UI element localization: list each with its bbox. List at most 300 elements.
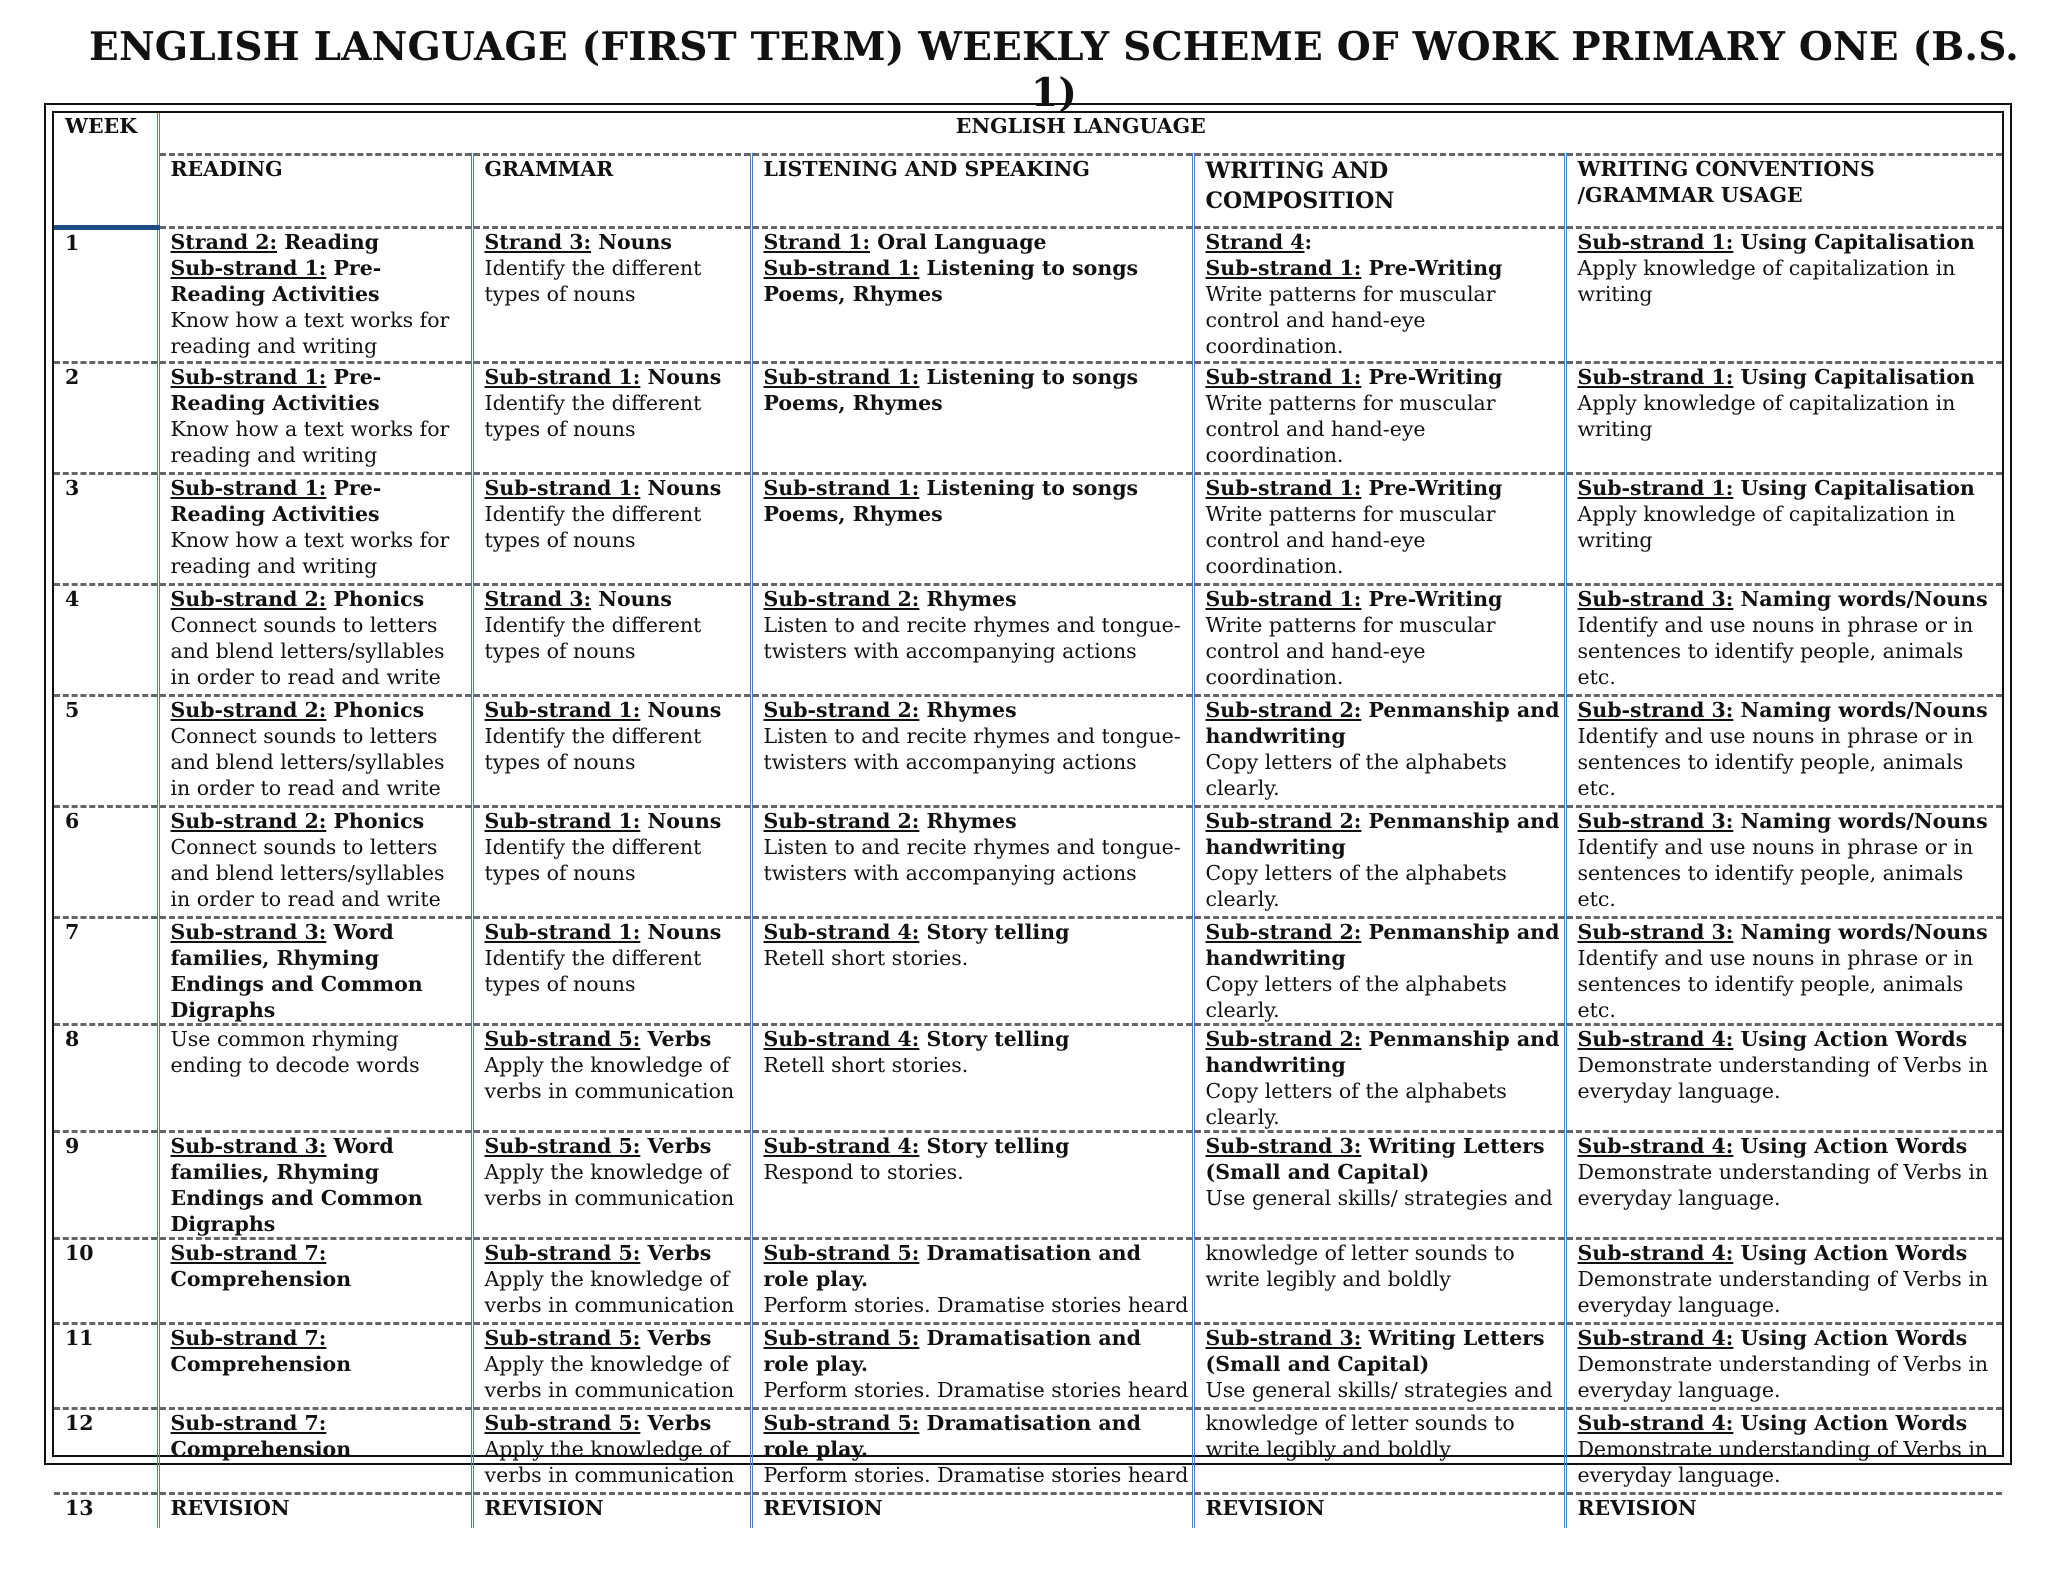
cell-heading [171, 255, 471, 307]
column-header-listening-speaking: LISTENING AND SPEAKING [751, 155, 1193, 228]
cell-reading [158, 1494, 472, 1529]
cell-heading [485, 364, 750, 390]
cell-conventions [1565, 918, 2002, 1025]
strand-label: Sub-strand 4: [1577, 1241, 1734, 1265]
strand-title: Using Action Words [1733, 1134, 1968, 1158]
strand-title: Phonics [326, 809, 425, 833]
week-number: 1 [54, 228, 158, 363]
week-number: 13 [54, 1494, 158, 1529]
cell-conventions [1565, 228, 2002, 363]
strand-title: Pre-Reading Activities [170, 365, 382, 415]
strand-title: Writing Letters (Small and Capital) [1205, 1326, 1545, 1376]
strand-title: Story telling [919, 1134, 1070, 1158]
cell-heading [1578, 1026, 2003, 1052]
cell-heading [485, 1133, 750, 1159]
cell-heading [485, 1410, 750, 1436]
cell-description: knowledge of letter sounds to write legibly and boldly [1205, 1411, 1515, 1461]
strand-title: Writing Letters (Small and Capital) [1205, 1134, 1545, 1184]
cell-heading [1578, 475, 2003, 501]
cell-heading [485, 1026, 750, 1052]
strand-label: Sub-strand 5: [484, 1326, 641, 1350]
cell-writing [1193, 1409, 1565, 1494]
strand-title: Reading [277, 230, 379, 254]
strand-label: Sub-strand 2: [1205, 698, 1362, 722]
strand-label: Sub-strand 1: [763, 256, 920, 280]
cell-heading [485, 1325, 750, 1351]
cell-conventions [1565, 1324, 2002, 1409]
cell-heading [764, 364, 1192, 416]
cell-reading [158, 918, 472, 1025]
strand-label: Sub-strand 1: [1205, 365, 1362, 389]
strand-title: Using Action Words [1733, 1241, 1968, 1265]
cell-description: Apply the knowledge of verbs in communication [484, 1160, 735, 1210]
cell-writing [1193, 807, 1565, 918]
cell-description: Copy letters of the alphabets clearly. [1205, 972, 1507, 1022]
cell-grammar [472, 1239, 751, 1324]
cell-listening [751, 918, 1193, 1025]
cell-heading [1206, 475, 1564, 501]
cell-heading [764, 808, 1192, 834]
strand-label: Sub-strand 2: [170, 698, 327, 722]
cell-description: Know how a text works for reading and writing [170, 308, 450, 358]
strand-label: Sub-strand 1: [763, 476, 920, 500]
strand-title: Nouns [591, 587, 672, 611]
table-row [54, 1494, 2002, 1529]
cell-heading [1206, 586, 1564, 612]
strand-label: Sub-strand 1: [484, 809, 641, 833]
strand-title: REVISION [170, 1496, 290, 1520]
strand-title: Story telling [919, 1027, 1070, 1051]
strand-title: Using Action Words [1733, 1326, 1968, 1350]
cell-heading [1206, 1495, 1564, 1521]
cell-description: Use general skills/ strategies and [1205, 1186, 1553, 1210]
strand-title: Verbs [640, 1027, 712, 1051]
cell-description: Listen to and recite rhymes and tongue-twisters with accompanying actions [763, 724, 1181, 774]
strand-title: Pre-Writing [1361, 365, 1503, 389]
strand-title: Nouns [640, 476, 722, 500]
cell-description: Retell short stories. [763, 1053, 969, 1077]
cell-description: Identify and use nouns in phrase or in sentences to identify people, animals etc. [1577, 946, 1974, 1022]
table-row [54, 228, 2002, 363]
cell-description: Demonstrate understanding of Verbs in everyday language. [1577, 1160, 1989, 1210]
cell-listening [751, 585, 1193, 696]
strand-label: Sub-strand 1: [484, 698, 641, 722]
strand-label: Sub-strand 4: [1577, 1134, 1734, 1158]
cell-description: Demonstrate understanding of Verbs in everyday language. [1577, 1053, 1989, 1103]
cell-heading [764, 1026, 1192, 1052]
cell-reading [158, 807, 472, 918]
strand-title: Nouns [591, 230, 672, 254]
strand-label: Sub-strand 7: [170, 1241, 327, 1265]
cell-heading [485, 919, 750, 945]
cell-conventions [1565, 585, 2002, 696]
week-header: WEEK [54, 113, 158, 228]
week-number: 2 [54, 363, 158, 474]
cell-heading [1206, 1133, 1564, 1185]
cell-writing [1193, 1239, 1565, 1324]
strand-label: Strand 4 [1205, 230, 1305, 254]
strand-title: Word families, Rhyming Endings and Common Digraphs [170, 920, 423, 1022]
strand-title: Naming words/Nouns [1733, 698, 1988, 722]
cell-heading [171, 1410, 471, 1462]
column-header-reading: READING [158, 155, 472, 228]
strand-title: REVISION [484, 1496, 604, 1520]
cell-description: Know how a text works for reading and writing [170, 417, 450, 467]
strand-title: Using Capitalisation [1733, 365, 1975, 389]
cell-description: Listen to and recite rhymes and tongue-twisters with accompanying actions [763, 835, 1181, 885]
strand-title: Pre-Reading Activities [170, 256, 382, 306]
table-row [54, 807, 2002, 918]
strand-label: Sub-strand 2: [170, 587, 327, 611]
week-number: 3 [54, 474, 158, 585]
week-number: 7 [54, 918, 158, 1025]
strand-label: Sub-strand 1: [484, 920, 641, 944]
cell-reading [158, 1025, 472, 1132]
strand-label: Sub-strand 2: [1205, 1027, 1362, 1051]
scheme-of-work-table [54, 113, 2002, 1528]
cell-description: Apply knowledge of capitalization in writing [1577, 391, 1956, 441]
cell-description: Connect sounds to letters and blend letters/syllables in order to read and write [170, 835, 445, 911]
cell-heading [764, 1133, 1192, 1159]
cell-description: Demonstrate understanding of Verbs in everyday language. [1577, 1267, 1989, 1317]
strand-title: Comprehension [170, 1352, 352, 1376]
strand-title: Nouns [640, 809, 722, 833]
strand-title: Naming words/Nouns [1733, 920, 1988, 944]
strand-title: REVISION [1577, 1496, 1697, 1520]
strand-title: Dramatisation and role play. [763, 1241, 1141, 1291]
cell-heading [485, 1240, 750, 1266]
strand-title: Phonics [326, 698, 425, 722]
cell-reading [158, 696, 472, 807]
document-title: ENGLISH LANGUAGE (FIRST TERM) WEEKLY SCHEME OF WORK PRIMARY ONE (B.S. 1) [89, 24, 2019, 116]
table-row [54, 1025, 2002, 1132]
week-number: 10 [54, 1239, 158, 1324]
strand-title: Verbs [640, 1134, 712, 1158]
subject-header: ENGLISH LANGUAGE [158, 113, 2002, 155]
strand-title: Using Action Words [1733, 1411, 1968, 1435]
cell-description: Write patterns for muscular control and hand-eye coordination. [1205, 613, 1496, 689]
cell-writing [1193, 228, 1565, 363]
cell-heading [1578, 697, 2003, 723]
cell-description: Copy letters of the alphabets clearly. [1205, 750, 1507, 800]
cell-description: Perform stories. Dramatise stories heard [763, 1463, 1189, 1487]
strand-label: Sub-strand 5: [484, 1241, 641, 1265]
strand-label: Sub-strand 3: [1577, 587, 1734, 611]
table-row [54, 1132, 2002, 1239]
strand-label: Sub-strand 1: [170, 365, 327, 389]
strand-title: Rhymes [919, 587, 1017, 611]
cell-heading [764, 919, 1192, 945]
cell-heading [764, 255, 1192, 307]
cell-reading [158, 1409, 472, 1494]
cell-heading [485, 1495, 750, 1521]
strand-title: Pre-Writing [1361, 256, 1503, 280]
strand-title: Dramatisation and role play. [763, 1326, 1141, 1376]
cell-description: Connect sounds to letters and blend letters/syllables in order to read and write [170, 724, 445, 800]
cell-listening [751, 807, 1193, 918]
cell-heading [1578, 1410, 2003, 1436]
cell-conventions [1565, 696, 2002, 807]
column-header-writing-composition: WRITING AND COMPOSITION [1193, 155, 1565, 228]
cell-writing [1193, 696, 1565, 807]
cell-description: Identify and use nouns in phrase or in sentences to identify people, animals etc. [1577, 613, 1974, 689]
strand-title: Nouns [640, 698, 722, 722]
cell-heading [171, 586, 471, 612]
cell-heading [485, 229, 750, 255]
strand-label: Sub-strand 3: [170, 920, 327, 944]
cell-listening [751, 1025, 1193, 1132]
cell-heading [764, 229, 1192, 255]
cell-reading [158, 228, 472, 363]
strand-label: Sub-strand 1: [1577, 365, 1734, 389]
cell-listening [751, 1494, 1193, 1529]
strand-label: Sub-strand 7: [170, 1411, 327, 1435]
cell-heading [764, 586, 1192, 612]
cell-description: Identify the different types of nouns [484, 835, 702, 885]
strand-label: Sub-strand 4: [1577, 1027, 1734, 1051]
cell-reading [158, 1239, 472, 1324]
cell-description: Copy letters of the alphabets clearly. [1205, 1079, 1507, 1129]
cell-heading [1206, 364, 1564, 390]
scheme-table-inner-border [52, 111, 2004, 1520]
cell-grammar [472, 1132, 751, 1239]
strand-title: Listening to songs Poems, Rhymes [763, 476, 1139, 526]
table-row [54, 918, 2002, 1025]
table-row [54, 474, 2002, 585]
strand-title: Naming words/Nouns [1733, 809, 1988, 833]
cell-writing [1193, 1494, 1565, 1529]
strand-title: Oral Language [870, 230, 1047, 254]
strand-title: Using Action Words [1733, 1027, 1968, 1051]
cell-writing [1193, 1025, 1565, 1132]
strand-label: Sub-strand 3: [1205, 1134, 1362, 1158]
strand-label: Sub-strand 2: [170, 809, 327, 833]
cell-heading [1206, 1325, 1564, 1377]
cell-reading [158, 1132, 472, 1239]
cell-conventions [1565, 807, 2002, 918]
cell-heading [171, 919, 471, 1023]
strand-label: Sub-strand 2: [763, 809, 920, 833]
cell-listening [751, 696, 1193, 807]
strand-label: Sub-strand 5: [763, 1411, 920, 1435]
strand-title: Listening to songs Poems, Rhymes [763, 365, 1139, 415]
cell-writing [1193, 1132, 1565, 1239]
cell-description: Identify the different types of nouns [484, 256, 702, 306]
column-header-writing-conventions: WRITING CONVENTIONS /GRAMMAR USAGE [1565, 155, 2002, 228]
table-row [54, 363, 2002, 474]
cell-listening [751, 474, 1193, 585]
cell-conventions [1565, 1494, 2002, 1529]
strand-label: Strand 3: [484, 230, 592, 254]
cell-heading [485, 586, 750, 612]
strand-title: Using Capitalisation [1733, 476, 1975, 500]
table-row [54, 1409, 2002, 1494]
cell-description: knowledge of letter sounds to write legibly and boldly [1205, 1241, 1515, 1291]
strand-title: Penmanship and handwriting [1205, 920, 1560, 970]
strand-title: Verbs [640, 1241, 712, 1265]
cell-grammar [472, 807, 751, 918]
table-row [54, 696, 2002, 807]
strand-label: Strand 1: [763, 230, 871, 254]
cell-listening [751, 1132, 1193, 1239]
cell-grammar [472, 696, 751, 807]
strand-label: Sub-strand 2: [1205, 809, 1362, 833]
strand-label: Sub-strand 5: [484, 1027, 641, 1051]
cell-description: Identify and use nouns in phrase or in sentences to identify people, animals etc. [1577, 724, 1974, 800]
scheme-table-frame [44, 103, 2012, 1520]
cell-grammar [472, 585, 751, 696]
cell-conventions [1565, 363, 2002, 474]
strand-title: REVISION [1205, 1496, 1325, 1520]
cell-listening [751, 363, 1193, 474]
cell-writing [1193, 363, 1565, 474]
strand-label: Sub-strand 1: [170, 256, 327, 280]
cell-heading [1578, 229, 2003, 255]
cell-description: Identify the different types of nouns [484, 613, 702, 663]
strand-title: Pre-Writing [1361, 587, 1503, 611]
strand-title: Penmanship and handwriting [1205, 809, 1560, 859]
strand-title: Comprehension [170, 1267, 352, 1291]
week-number: 6 [54, 807, 158, 918]
strand-title: Pre-Reading Activities [170, 476, 382, 526]
strand-label: Strand 3: [484, 587, 592, 611]
strand-title: Rhymes [919, 698, 1017, 722]
strand-title: Nouns [640, 920, 722, 944]
cell-grammar [472, 1324, 751, 1409]
cell-heading [171, 697, 471, 723]
cell-grammar [472, 1409, 751, 1494]
strand-label: Sub-strand 4: [763, 1027, 920, 1051]
strand-label: Sub-strand 2: [1205, 920, 1362, 944]
cell-heading [1206, 1026, 1564, 1078]
cell-description: Identify the different types of nouns [484, 502, 702, 552]
cell-description: Demonstrate understanding of Verbs in everyday language. [1577, 1437, 1989, 1487]
strand-label: Sub-strand 4: [763, 1134, 920, 1158]
cell-description: Listen to and recite rhymes and tongue-twisters with accompanying actions [763, 613, 1181, 663]
scheme-table-body [54, 228, 2002, 1529]
cell-heading [485, 475, 750, 501]
cell-heading [764, 475, 1192, 527]
strand-label: Sub-strand 4: [1577, 1411, 1734, 1435]
cell-conventions [1565, 1025, 2002, 1132]
cell-heading [171, 1325, 471, 1377]
strand-title: REVISION [763, 1496, 883, 1520]
strand-label: Sub-strand 4: [763, 920, 920, 944]
cell-heading [171, 1133, 471, 1237]
strand-title: Story telling [919, 920, 1070, 944]
cell-description: Copy letters of the alphabets clearly. [1205, 861, 1507, 911]
cell-writing [1193, 585, 1565, 696]
cell-heading [1206, 697, 1564, 749]
cell-description: Demonstrate understanding of Verbs in everyday language. [1577, 1352, 1989, 1402]
week-number: 9 [54, 1132, 158, 1239]
cell-description: Apply the knowledge of verbs in communication [484, 1352, 735, 1402]
cell-heading [171, 808, 471, 834]
cell-heading [1206, 919, 1564, 971]
cell-grammar [472, 918, 751, 1025]
header-row-columns [54, 155, 2002, 228]
cell-description: Use general skills/ strategies and [1205, 1378, 1553, 1402]
cell-listening [751, 1239, 1193, 1324]
week-number: 12 [54, 1409, 158, 1494]
strand-label: Sub-strand 4: [1577, 1326, 1734, 1350]
strand-label: Sub-strand 1: [1205, 256, 1362, 280]
strand-label: Sub-strand 2: [763, 587, 920, 611]
week-number: 5 [54, 696, 158, 807]
cell-grammar [472, 1025, 751, 1132]
cell-heading [1578, 808, 2003, 834]
strand-title: Rhymes [919, 809, 1017, 833]
cell-heading [171, 1240, 471, 1292]
strand-label: Sub-strand 1: [1577, 476, 1734, 500]
cell-heading [1578, 1325, 2003, 1351]
cell-description: Respond to stories. [763, 1160, 964, 1184]
strand-label: Sub-strand 5: [763, 1326, 920, 1350]
strand-label: Sub-strand 3: [1577, 809, 1734, 833]
cell-description: Apply knowledge of capitalization in writing [1577, 256, 1956, 306]
cell-writing [1193, 474, 1565, 585]
strand-label: Sub-strand 5: [763, 1241, 920, 1265]
cell-description: Write patterns for muscular control and hand-eye coordination. [1205, 502, 1496, 578]
cell-heading [764, 1410, 1192, 1462]
strand-title: Penmanship and handwriting [1205, 698, 1560, 748]
cell-description: Use common rhyming ending to decode words [170, 1027, 420, 1077]
strand-label: Sub-strand 1: [1205, 587, 1362, 611]
cell-description: Perform stories. Dramatise stories heard [763, 1378, 1189, 1402]
strand-label: Sub-strand 1: [763, 365, 920, 389]
cell-description: Apply the knowledge of verbs in communication [484, 1267, 735, 1317]
week-number: 4 [54, 585, 158, 696]
cell-heading [1578, 586, 2003, 612]
cell-reading [158, 363, 472, 474]
cell-description: Identify the different types of nouns [484, 391, 702, 441]
strand-label: Sub-strand 3: [1577, 920, 1734, 944]
cell-heading [1578, 1495, 2003, 1521]
cell-writing [1193, 918, 1565, 1025]
strand-label: Sub-strand 1: [1205, 476, 1362, 500]
cell-heading [1578, 364, 2003, 390]
cell-description: Identify the different types of nouns [484, 724, 702, 774]
strand-label: Sub-strand 2: [763, 698, 920, 722]
cell-description: Write patterns for muscular control and hand-eye coordination. [1205, 391, 1496, 467]
strand-title: Pre-Writing [1361, 476, 1503, 500]
column-header-grammar: GRAMMAR [472, 155, 751, 228]
strand-title: Verbs [640, 1326, 712, 1350]
strand-title: Naming words/Nouns [1733, 587, 1988, 611]
cell-heading [1206, 229, 1564, 255]
strand-label: Strand 2: [170, 230, 278, 254]
cell-heading [485, 697, 750, 723]
cell-listening [751, 228, 1193, 363]
cell-conventions [1565, 474, 2002, 585]
strand-title: Comprehension [170, 1437, 352, 1461]
cell-reading [158, 1324, 472, 1409]
strand-label: Sub-strand 1: [1577, 230, 1734, 254]
cell-description: Identify the different types of nouns [484, 946, 702, 996]
cell-heading [171, 229, 471, 255]
cell-grammar [472, 474, 751, 585]
strand-title: Verbs [640, 1411, 712, 1435]
cell-description: Identify and use nouns in phrase or in sentences to identify people, animals etc. [1577, 835, 1974, 911]
strand-label: Sub-strand 1: [484, 476, 641, 500]
cell-heading [1578, 1133, 2003, 1159]
cell-heading [764, 1495, 1192, 1521]
cell-grammar [472, 363, 751, 474]
cell-heading [764, 697, 1192, 723]
cell-reading [158, 474, 472, 585]
cell-description: Retell short stories. [763, 946, 969, 970]
cell-listening [751, 1324, 1193, 1409]
